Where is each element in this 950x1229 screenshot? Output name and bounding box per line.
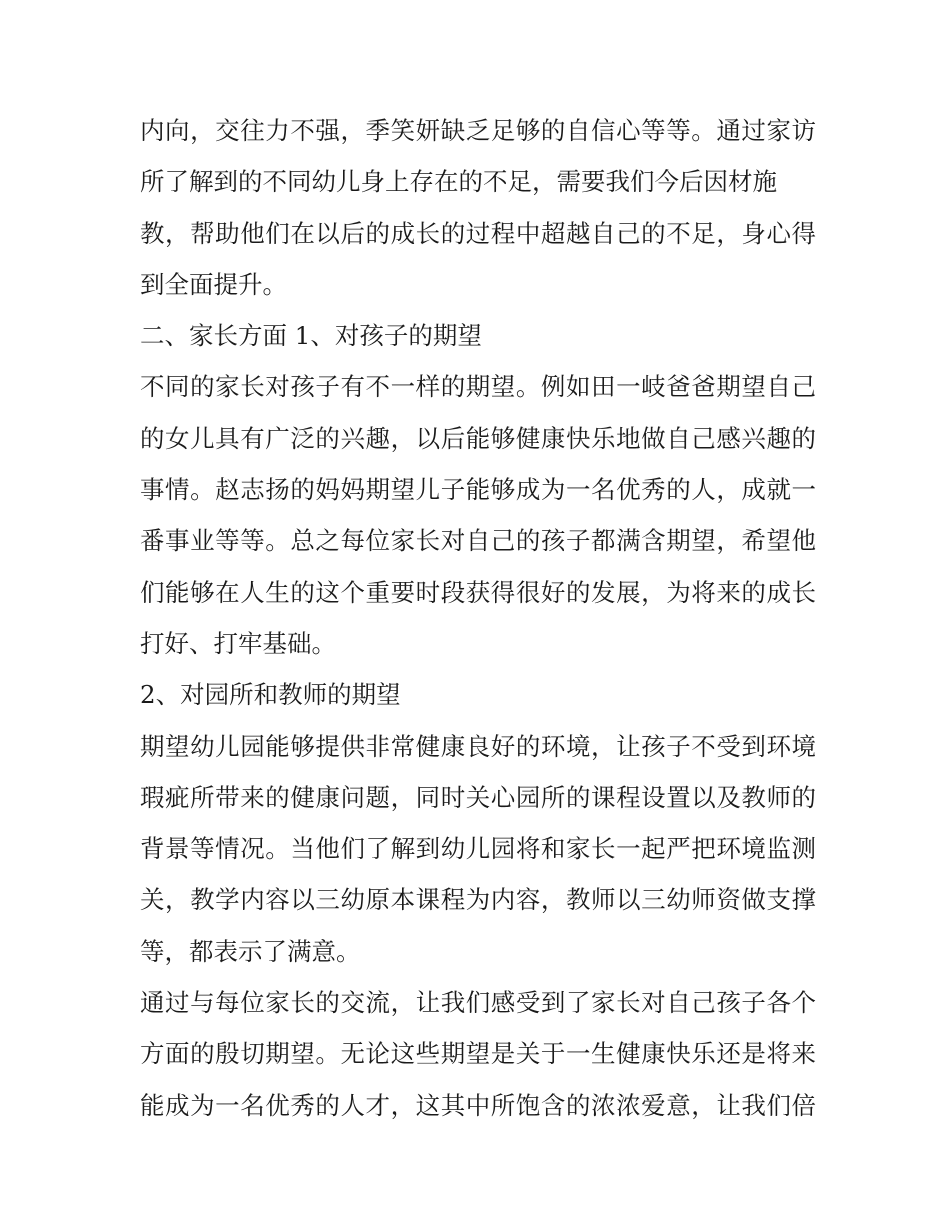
text-line: 们能够在人生的这个重要时段获得很好的发展，为将来的成长 xyxy=(140,577,816,607)
section-heading: 2、对园所和教师的期望 xyxy=(140,680,401,710)
text-line: 到全面提升。 xyxy=(140,269,287,299)
text-line: 背景等情况。当他们了解到幼儿园将和家长一起严把环境监测 xyxy=(140,834,816,864)
text-line: 教，帮助他们在以后的成长的过程中超越自己的不足，身心得 xyxy=(140,218,816,248)
text-line: 打好、打牢基础。 xyxy=(140,628,336,658)
text-line: 的女儿具有广泛的兴趣，以后能够健康快乐地做自己感兴趣的 xyxy=(140,423,816,453)
text-line: 事情。赵志扬的妈妈期望儿子能够成为一名优秀的人，成就一 xyxy=(140,475,816,505)
section-heading: 二、家长方面 1、对孩子的期望 xyxy=(140,321,482,351)
text-line: 关，教学内容以三幼原本课程为内容，教师以三幼师资做支撑 xyxy=(140,885,816,915)
text-line: 能成为一名优秀的人才，这其中所饱含的浓浓爱意，让我们倍 xyxy=(140,1090,816,1120)
text-line: 内向，交往力不强，季笑妍缺乏足够的自信心等等。通过家访 xyxy=(140,116,816,145)
text-line: 等，都表示了满意。 xyxy=(140,936,361,966)
text-line: 不同的家长对孩子有不一样的期望。例如田一岐爸爸期望自己 xyxy=(140,372,816,402)
text-line: 期望幼儿园能够提供非常健康良好的环境，让孩子不受到环境 xyxy=(140,731,816,761)
text-line: 瑕疵所带来的健康问题，同时关心园所的课程设置以及教师的 xyxy=(140,782,816,812)
text-line: 所了解到的不同幼儿身上存在的不足，需要我们今后因材施 xyxy=(140,167,777,197)
text-line: 通过与每位家长的交流，让我们感受到了家长对自己孩子各个 xyxy=(140,988,816,1018)
text-line: 方面的殷切期望。无论这些期望是关于一生健康快乐还是将来 xyxy=(140,1039,816,1069)
document-body xyxy=(140,105,816,1131)
text-line: 番事业等等。总之每位家长对自己的孩子都满含期望，希望他 xyxy=(140,526,816,556)
